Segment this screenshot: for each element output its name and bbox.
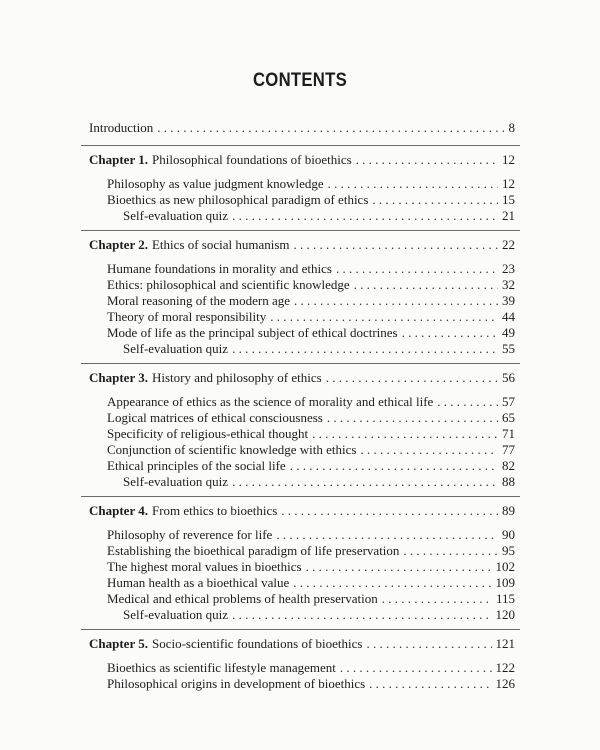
toc-section[interactable]	[107, 293, 515, 309]
toc-page-number: 115	[495, 591, 515, 606]
toc-page-number: 32	[502, 277, 515, 292]
toc-section[interactable]	[107, 192, 515, 208]
leader-dots	[232, 607, 491, 623]
toc-page-number: 56	[502, 370, 515, 385]
leader-dots	[276, 527, 498, 543]
toc-section[interactable]	[107, 458, 515, 474]
chapter-title: From ethics to bioethics	[151, 503, 278, 518]
leader-dots	[336, 261, 498, 277]
toc-page-number: 49	[502, 325, 515, 340]
toc-page-number: 109	[495, 575, 515, 590]
toc-page-number: 88	[502, 474, 515, 489]
toc-page-number: 21	[502, 208, 515, 223]
toc-page-number: 23	[502, 261, 515, 276]
toc-section[interactable]	[107, 559, 515, 575]
toc-page-number: 120	[495, 607, 515, 622]
toc-section-label: Humane foundations in morality and ethics	[107, 261, 332, 276]
toc-page-number: 12	[502, 176, 515, 191]
toc-section[interactable]	[107, 261, 515, 277]
leader-dots	[402, 325, 498, 341]
toc-section[interactable]	[107, 543, 515, 559]
toc-section-label: Self-evaluation quiz	[123, 607, 229, 622]
leader-dots	[437, 394, 498, 410]
toc-page-number: 77	[502, 442, 515, 457]
toc-chapter-1[interactable]	[89, 152, 515, 168]
chapter-number: Chapter 1.	[89, 152, 148, 167]
divider	[81, 145, 520, 146]
leader-dots	[356, 152, 498, 168]
leader-dots	[327, 410, 498, 426]
chapter-title: Socio-scientific foundations of bioethics	[151, 636, 363, 651]
toc-section[interactable]	[107, 676, 515, 692]
leader-dots	[232, 208, 498, 224]
divider	[81, 496, 520, 497]
toc-section-label: Self-evaluation quiz	[123, 474, 229, 489]
toc-section[interactable]	[107, 410, 515, 426]
toc-section[interactable]	[107, 575, 515, 591]
chapter-number: Chapter 3.	[89, 370, 148, 385]
toc-section-label: Mode of life as the principal subject of ethical doctrines	[107, 325, 398, 340]
leader-dots	[328, 176, 498, 192]
toc-section[interactable]	[107, 325, 515, 341]
toc-section-label: Bioethics as scientific lifestyle management	[107, 660, 336, 675]
toc-page-number: 44	[502, 309, 515, 324]
toc-page-number: 15	[502, 192, 515, 207]
toc-section[interactable]	[107, 527, 515, 543]
toc-section-label: Theory of moral responsibility	[107, 309, 267, 324]
toc-page-number: 57	[502, 394, 515, 409]
toc-section-label: Appearance of ethics as the science of morality and ethical life	[107, 394, 434, 409]
leader-dots	[290, 458, 498, 474]
divider	[81, 230, 520, 231]
divider	[81, 629, 520, 630]
chapter-title: Philosophical foundations of bioethics	[151, 152, 352, 167]
toc-section[interactable]	[107, 442, 515, 458]
toc-page-number: 12	[502, 152, 515, 167]
toc-section[interactable]	[107, 176, 515, 192]
leader-dots	[340, 660, 492, 676]
toc-section-label: Self-evaluation quiz	[123, 208, 229, 223]
leader-dots	[354, 277, 498, 293]
leader-dots	[270, 309, 498, 325]
toc-section-label: Self-evaluation quiz	[123, 341, 229, 356]
leader-dots	[157, 120, 504, 136]
leader-dots	[369, 676, 491, 692]
leader-dots	[382, 591, 492, 607]
toc-page-number: 39	[502, 293, 515, 308]
toc-section[interactable]	[107, 394, 515, 410]
leader-dots	[372, 192, 498, 208]
toc-page-number: 65	[502, 410, 515, 425]
leader-dots	[294, 293, 498, 309]
toc-section-label: Philosophy of reverence for life	[107, 527, 273, 542]
toc-section-label: Human health as a bioethical value	[107, 575, 290, 590]
toc-entry-label: Introduction	[89, 120, 154, 135]
toc-section-label: Moral reasoning of the modern age	[107, 293, 291, 308]
chapter-title: History and philosophy of ethics	[151, 370, 322, 385]
chapter-title: Ethics of social humanism	[151, 237, 290, 252]
toc-page-number: 71	[502, 426, 515, 441]
toc-page-number: 121	[495, 636, 515, 651]
toc-section-quiz[interactable]	[123, 607, 515, 623]
chapter-number: Chapter 2.	[89, 237, 148, 252]
divider	[81, 363, 520, 364]
leader-dots	[326, 370, 498, 386]
toc-page-number: 95	[502, 543, 515, 558]
toc-page-number: 8	[508, 120, 515, 135]
toc-entry-introduction[interactable]	[89, 120, 515, 136]
leader-dots	[232, 341, 498, 357]
toc-section-label: Logical matrices of ethical consciousness	[107, 410, 323, 425]
toc-section-label: Establishing the bioethical paradigm of life preservation	[107, 543, 400, 558]
toc-section-label: Medical and ethical problems of health preservation	[107, 591, 378, 606]
toc-section-quiz[interactable]	[123, 474, 515, 490]
toc-section[interactable]	[107, 591, 515, 607]
chapter-number: Chapter 4.	[89, 503, 148, 518]
leader-dots	[294, 237, 498, 253]
leader-dots	[403, 543, 498, 559]
leader-dots	[360, 442, 498, 458]
leader-dots	[293, 575, 491, 591]
toc-section-label: Bioethics as new philosophical paradigm of ethics	[107, 192, 369, 207]
page-title: CONTENTS	[252, 70, 348, 91]
toc-chapter-2[interactable]	[89, 237, 515, 253]
leader-dots	[366, 636, 491, 652]
leader-dots	[281, 503, 498, 519]
toc-section-label: Ethics: philosophical and scientific knowledge	[107, 277, 350, 292]
toc-section[interactable]	[107, 309, 515, 325]
toc-section[interactable]	[107, 426, 515, 442]
toc-section-label: Ethical principles of the social life	[107, 458, 286, 473]
toc-section[interactable]	[107, 660, 515, 676]
toc-page-number: 122	[495, 660, 515, 675]
toc-page-number: 22	[502, 237, 515, 252]
toc-section-label: Philosophy as value judgment knowledge	[107, 176, 324, 191]
toc-section-quiz[interactable]	[123, 341, 515, 357]
toc-section-label: Philosophical origins in development of bioethics	[107, 676, 366, 691]
toc-page-number: 102	[495, 559, 515, 574]
toc-chapter-4[interactable]	[89, 503, 515, 519]
toc-chapter-3[interactable]	[89, 370, 515, 386]
toc-section[interactable]	[107, 277, 515, 293]
toc-section-quiz[interactable]	[123, 208, 515, 224]
toc-page-number: 89	[502, 503, 515, 518]
toc-section-label: Specificity of religious-ethical thought	[107, 426, 309, 441]
leader-dots	[306, 559, 492, 575]
toc-page-number: 126	[495, 676, 515, 691]
toc-page-number: 82	[502, 458, 515, 473]
toc-page-number: 90	[502, 527, 515, 542]
leader-dots	[232, 474, 498, 490]
toc-chapter-5[interactable]	[89, 636, 515, 652]
toc-section-label: Conjunction of scientific knowledge with ethics	[107, 442, 357, 457]
toc-page-number: 55	[502, 341, 515, 356]
toc-section-label: The highest moral values in bioethics	[107, 559, 302, 574]
leader-dots	[312, 426, 498, 442]
chapter-number: Chapter 5.	[89, 636, 148, 651]
